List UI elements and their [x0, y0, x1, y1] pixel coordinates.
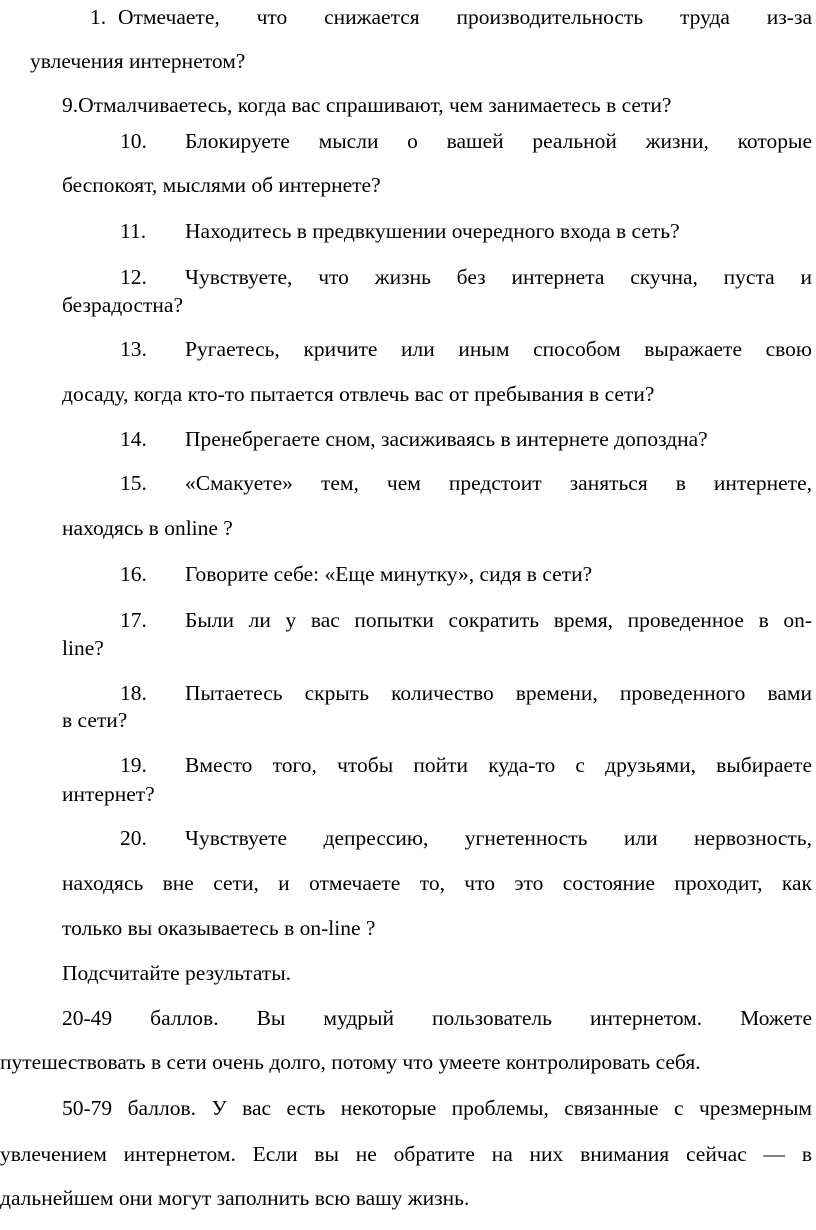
result-text-line: путешествовать в сети очень долго, потому что умеете контролировать себя. — [0, 1050, 701, 1074]
question-text-line: в сети? — [62, 708, 128, 732]
question-text-line: Говорите себе: «Еще минутку», сидя в сети? — [185, 562, 593, 586]
results-heading: Подсчитайте результаты. — [62, 961, 292, 985]
question-text-line: Ругаетесь, кричите или иным способом выражаете свою — [185, 337, 812, 361]
question-text-line: line? — [62, 636, 104, 660]
result-text-line: 50-79 баллов. У вас есть некоторые проблемы, связанные с чрезмерным — [62, 1096, 812, 1120]
question-number: 16. — [120, 562, 147, 586]
question-number: 10. — [120, 129, 147, 153]
question-text-line: Отмечаете, что снижается производительность труда из-за — [118, 5, 812, 29]
result-text-line: увлечением интернетом. Если вы не обратите на них внимания сейчас — в — [0, 1142, 812, 1166]
question-number: 14. — [120, 427, 147, 451]
question-text-line: интернет? — [62, 782, 155, 806]
question-number: 12. — [120, 265, 147, 289]
question-text-line: Пытаетесь скрыть количество времени, проведенного вами — [185, 681, 812, 705]
question-number: 13. — [120, 337, 147, 361]
question-number: 15. — [120, 471, 147, 495]
question-text-line: Чувствуете, что жизнь без интернета скучна, пуста и — [185, 265, 812, 289]
question-text-line: безрадостна? — [62, 293, 184, 317]
question-text-line: «Смакуете» тем, чем предстоит заняться в интернете, — [185, 471, 812, 495]
question-text-line: Находитесь в предвкушении очередного входа в сеть? — [185, 219, 680, 243]
question-text-line: досаду, когда кто-то пытается отвлечь вас от пребывания в сети? — [62, 382, 655, 406]
question-text-line: увлечения интернетом? — [30, 49, 246, 73]
question-text-line: Вместо того, чтобы пойти куда-то с друзьями, выбираете — [185, 753, 812, 777]
question-number: 17. — [120, 608, 147, 632]
question-text-line: только вы оказываетесь в on-line ? — [62, 916, 376, 940]
question-text-line: находясь в online ? — [62, 516, 233, 540]
question-number: 11. — [120, 219, 147, 243]
question-text-line: Чувствуете депрессию, угнетенность или нервозность, — [185, 826, 812, 850]
question-number: 19. — [120, 753, 147, 777]
question-text-line: находясь вне сети, и отмечаете то, что это состояние проходит, как — [62, 871, 812, 895]
question-number: 20. — [120, 826, 147, 850]
question-text-line: Были ли у вас попытки сократить время, проведенное в on- — [185, 608, 812, 632]
question-number: 18. — [120, 681, 147, 705]
question-text-line: беспокоят, мыслями об интернете? — [62, 173, 381, 197]
question-text-line: Блокируете мысли о вашей реальной жизни, которые — [185, 129, 812, 153]
result-text-line: 20-49 баллов. Вы мудрый пользователь интернетом. Можете — [62, 1006, 812, 1030]
question-text-line: 9.Отмалчиваетесь, когда вас спрашивают, чем занимаетесь в сети? — [62, 93, 672, 117]
result-text-line: дальнейшем они могут заполнить всю вашу жизнь. — [0, 1186, 470, 1210]
question-number: 1. — [90, 5, 107, 29]
question-text-line: Пренебрегаете сном, засиживаясь в интернете допоздна? — [185, 427, 708, 451]
